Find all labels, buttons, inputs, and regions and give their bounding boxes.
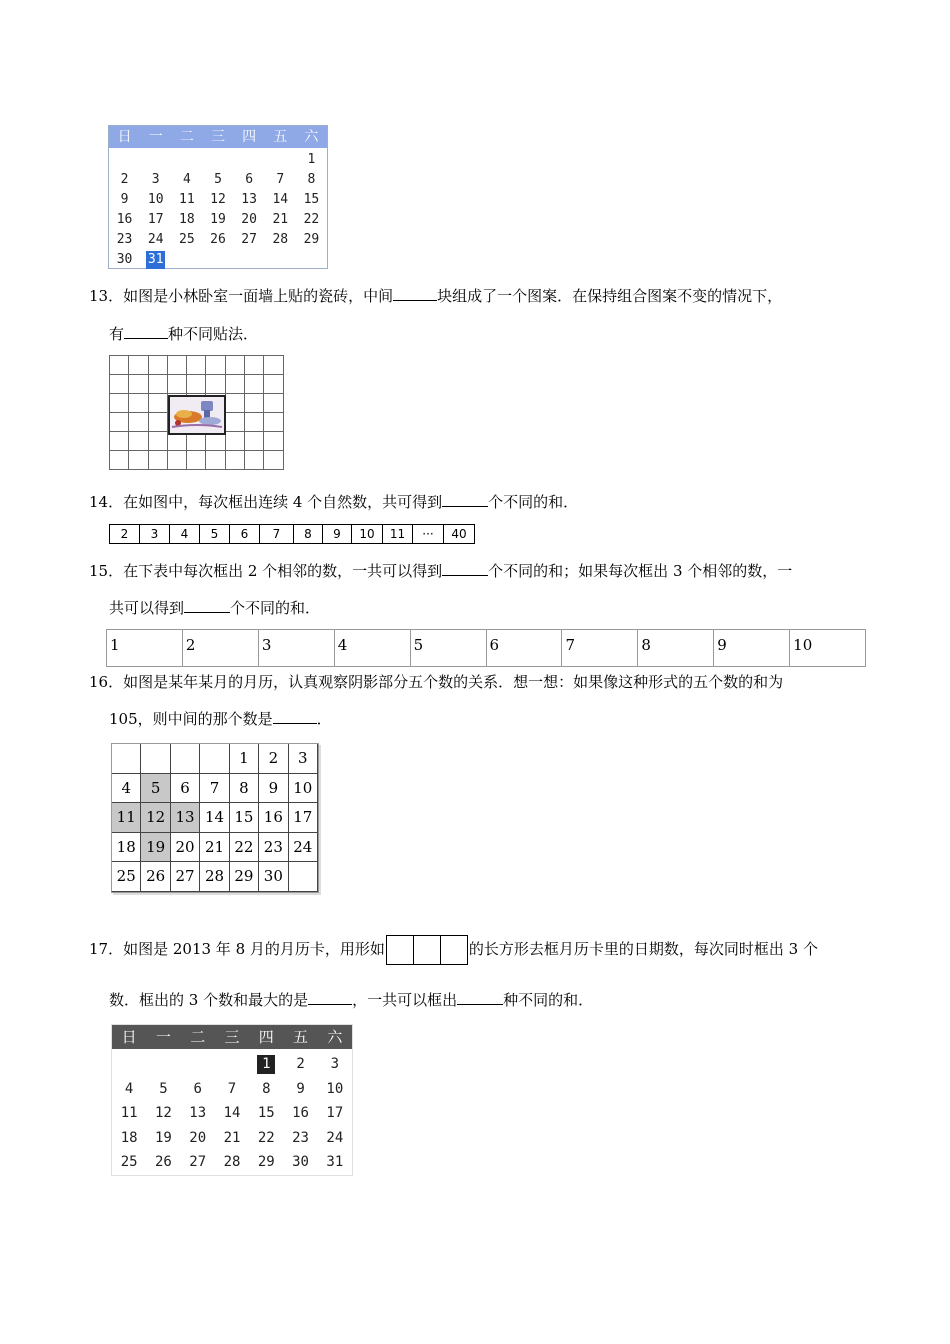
- q16-text-b: 105，则中间的那个数是: [109, 710, 273, 728]
- date-cell: 21: [200, 833, 229, 863]
- date-cell: 20: [241, 212, 257, 227]
- tile-cell: [225, 375, 244, 394]
- date-cell: 30: [116, 252, 133, 267]
- strip-cell: 5: [200, 525, 230, 543]
- date-cell: 28: [200, 862, 229, 892]
- date-cell: 2: [296, 1056, 305, 1072]
- date-cell: [265, 150, 296, 170]
- q15-text-b: 个不同的和；如果每次框出 3 个相邻的数，一: [488, 562, 793, 580]
- tile-cell: [129, 432, 148, 451]
- date-cell: 22: [303, 212, 320, 227]
- table-cell: 3: [259, 630, 335, 666]
- strip-cell: 6: [230, 525, 260, 543]
- date-cell: [200, 744, 229, 774]
- date-cell: [234, 150, 265, 170]
- shaded-date-cell: 13: [171, 803, 200, 833]
- date-cell: 17: [147, 212, 164, 227]
- date-cell: 15: [257, 1105, 275, 1121]
- date-cell: 7: [200, 774, 229, 804]
- calendar-weekday-header: [109, 126, 327, 148]
- date-cell: 15: [230, 803, 259, 833]
- table-cell: 9: [714, 630, 790, 666]
- answer-blank[interactable]: [124, 324, 168, 339]
- tile-cell: [225, 432, 244, 451]
- question-17-line-2: [109, 990, 593, 1010]
- tile-cell: [187, 451, 206, 470]
- tile-cell: [225, 451, 244, 470]
- date-cell: 8: [307, 172, 316, 187]
- selected-date-cell: 1: [257, 1055, 275, 1074]
- number-table: [106, 629, 866, 667]
- tile-cell: [148, 451, 167, 470]
- calendar-date-grid: [109, 150, 327, 270]
- q15-text-c: 共可以得到: [109, 599, 185, 617]
- answer-blank[interactable]: [442, 492, 488, 507]
- date-cell: 4: [182, 172, 191, 187]
- question-13-line-1: [89, 286, 782, 306]
- date-cell: 30: [259, 862, 288, 892]
- date-cell: 18: [112, 833, 141, 863]
- answer-blank[interactable]: [273, 709, 317, 724]
- date-cell: 25: [120, 1154, 138, 1170]
- date-cell: 8: [230, 774, 259, 804]
- strip-cell: 40: [451, 527, 467, 541]
- q13-text-b: 块组成了一个图案．在保持组合图案不变的情况下，: [437, 287, 783, 305]
- calendar-date-grid: [112, 1052, 352, 1175]
- strip-cell: 7: [260, 525, 294, 543]
- date-cell: 19: [154, 1129, 172, 1146]
- tile-cell: [264, 394, 283, 413]
- date-cell: 17: [326, 1105, 344, 1121]
- weekday-label: 二: [179, 129, 194, 145]
- date-cell: 12: [210, 192, 226, 207]
- date-cell: 26: [154, 1154, 172, 1170]
- tile-pattern-image: [168, 395, 226, 435]
- strip-cell: 10: [352, 525, 383, 543]
- weekday-label: 五: [273, 129, 288, 145]
- date-cell: 25: [179, 232, 195, 247]
- date-cell: [289, 862, 318, 892]
- date-cell: 28: [223, 1154, 241, 1170]
- date-cell: 18: [179, 212, 195, 227]
- q17-text-d: ，一共可以框出: [352, 991, 458, 1009]
- tile-cell: [129, 394, 148, 413]
- date-cell: [141, 744, 170, 774]
- date-cell: 28: [272, 232, 289, 247]
- tile-cell: [110, 394, 129, 413]
- question-16-line-2: [109, 709, 332, 729]
- weekday-label: 一: [148, 129, 163, 145]
- date-cell: 16: [259, 803, 288, 833]
- tile-cell: [187, 375, 206, 394]
- date-cell: [112, 1052, 146, 1077]
- q13-text-a: 13．如图是小林卧室一面墙上贴的瓷砖，中间: [89, 287, 394, 305]
- date-cell: 9: [296, 1080, 305, 1097]
- tile-cell: [206, 375, 225, 394]
- tile-cell: [110, 451, 129, 470]
- date-cell: 27: [241, 232, 257, 247]
- date-cell: [171, 150, 202, 170]
- date-cell: [202, 150, 233, 170]
- date-cell: 9: [259, 774, 288, 804]
- tile-cell: [167, 356, 186, 375]
- date-cell: 27: [171, 862, 200, 892]
- date-cell: 1: [307, 152, 316, 167]
- strip-cell: 2: [110, 525, 140, 543]
- date-cell: 4: [124, 1080, 134, 1097]
- date-cell: 1: [230, 744, 259, 774]
- date-cell: 6: [193, 1080, 202, 1097]
- tile-cell: [245, 394, 264, 413]
- table-cell: 5: [411, 630, 487, 666]
- date-cell: [112, 744, 141, 774]
- date-cell: 29: [303, 232, 320, 247]
- tile-row: [110, 451, 284, 470]
- answer-blank[interactable]: [308, 990, 352, 1005]
- date-cell: [171, 744, 200, 774]
- weekday-label: 六: [327, 1028, 343, 1046]
- number-strip: [109, 524, 475, 544]
- tile-cell: [110, 432, 129, 451]
- date-cell: 10: [289, 774, 318, 804]
- tile-row: [110, 356, 284, 375]
- tile-cell: [148, 375, 167, 394]
- calendar-figure-16: [111, 743, 319, 893]
- answer-blank[interactable]: [442, 561, 488, 576]
- table-cell: 10: [793, 636, 813, 654]
- date-cell: 3: [289, 744, 318, 774]
- date-cell: 13: [241, 192, 257, 207]
- calendar-figure-1: [108, 125, 328, 269]
- calendar-date-grid: [112, 744, 318, 892]
- date-cell: 13: [189, 1105, 207, 1121]
- shaded-date-cell: 5: [141, 774, 170, 804]
- calendar-figure-17: [111, 1024, 353, 1176]
- tile-row: [110, 375, 284, 394]
- tile-cell: [264, 432, 283, 451]
- tile-cell: [167, 451, 186, 470]
- tile-cell: [110, 375, 129, 394]
- date-cell: 23: [292, 1129, 309, 1146]
- tile-cell: [206, 451, 225, 470]
- weekday-label: 日: [121, 1028, 137, 1046]
- date-cell: 29: [257, 1154, 275, 1170]
- weekday-label: 四: [242, 129, 257, 145]
- weekday-label: 日: [117, 129, 132, 145]
- date-cell: 26: [210, 232, 226, 247]
- tile-cell: [245, 356, 264, 375]
- date-cell: 24: [289, 833, 318, 863]
- selected-date-cell: 31: [147, 252, 164, 267]
- date-cell: 20: [189, 1129, 207, 1146]
- tile-cell: [110, 413, 129, 432]
- tile-cell: [245, 451, 264, 470]
- q17-text-a: 17．如图是 2013 年 8 月的月历卡，用形如: [89, 940, 385, 958]
- tile-cell: [264, 451, 283, 470]
- strip-cell: 11: [383, 525, 413, 543]
- date-cell: 12: [154, 1105, 172, 1121]
- date-cell: 21: [223, 1129, 241, 1146]
- date-cell: 4: [112, 774, 141, 804]
- q15-text-d: 个不同的和．: [230, 599, 321, 617]
- date-cell: 20: [171, 833, 200, 863]
- date-cell: 5: [214, 172, 222, 187]
- tile-cell: [206, 356, 225, 375]
- tile-cell: [225, 356, 244, 375]
- date-cell: 6: [245, 172, 254, 187]
- weekday-label: 一: [155, 1028, 171, 1046]
- date-cell: 24: [326, 1129, 344, 1146]
- date-cell: [140, 150, 171, 170]
- answer-blank[interactable]: [184, 598, 230, 613]
- tile-cell: [129, 375, 148, 394]
- weekday-label: 三: [210, 129, 225, 145]
- date-cell: 11: [120, 1105, 138, 1121]
- three-cell-frame-figure: [386, 935, 468, 965]
- tile-cell: [264, 356, 283, 375]
- tile-cell: [264, 375, 283, 394]
- table-cell: 6: [487, 630, 563, 666]
- date-cell: 2: [259, 744, 288, 774]
- date-cell: 3: [151, 172, 160, 187]
- weekday-label: 三: [224, 1028, 240, 1046]
- tile-cell: [187, 356, 206, 375]
- q16-text-a: 16．如图是某年某月的月历，认真观察阴影部分五个数的关系．想一想：如果像这种形式的五个数的和为: [89, 673, 784, 691]
- q13-text-c: 有: [109, 325, 125, 343]
- date-cell: 21: [272, 212, 289, 227]
- date-cell: 8: [262, 1080, 271, 1097]
- answer-blank[interactable]: [457, 990, 503, 1005]
- tile-cell: [110, 356, 129, 375]
- strip-cell: 8: [294, 525, 323, 543]
- calendar-weekday-header: [112, 1025, 352, 1049]
- table-cell: 4: [335, 630, 411, 666]
- question-14: [89, 492, 578, 512]
- date-cell: 3: [330, 1056, 340, 1072]
- tile-cell: [148, 394, 167, 413]
- tile-cell: [148, 432, 167, 451]
- table-cell: 1: [107, 630, 183, 666]
- q17-text-e: 种不同的和．: [503, 991, 594, 1009]
- tile-cell: [245, 413, 264, 432]
- table-cell: 2: [183, 630, 259, 666]
- date-cell: 25: [112, 862, 141, 892]
- tile-cell: [148, 356, 167, 375]
- shaded-date-cell: 19: [141, 833, 170, 863]
- date-cell: 7: [227, 1080, 237, 1097]
- date-cell: 23: [116, 232, 133, 247]
- date-cell: 15: [303, 192, 320, 207]
- table-cell: 8: [638, 630, 714, 666]
- q17-text-b: 的长方形去框月历卡里的日期数，每次同时框出 3 个: [468, 940, 818, 958]
- date-cell: 31: [326, 1154, 344, 1170]
- shaded-date-cell: 11: [112, 803, 141, 833]
- question-17-line-1: [89, 934, 818, 965]
- date-cell: 17: [289, 803, 318, 833]
- q17-text-c: 数．框出的 3 个数和最大的是: [109, 991, 309, 1009]
- date-cell: 6: [171, 774, 200, 804]
- question-15-line-1: [89, 561, 792, 581]
- date-cell: 14: [200, 803, 229, 833]
- date-cell: 22: [230, 833, 259, 863]
- date-cell: 23: [259, 833, 288, 863]
- tile-cell: [245, 375, 264, 394]
- date-cell: 22: [257, 1129, 275, 1146]
- tile-cell: [264, 413, 283, 432]
- date-cell: [215, 1052, 249, 1077]
- shaded-date-cell: 12: [141, 803, 170, 833]
- q14-text-a: 14．在如图中，每次框出连续 4 个自然数，共可得到: [89, 493, 443, 511]
- strip-cell: 3: [140, 525, 170, 543]
- answer-blank[interactable]: [393, 286, 437, 301]
- date-cell: 26: [141, 862, 170, 892]
- date-cell: 2: [120, 172, 129, 187]
- date-cell: 16: [116, 212, 133, 227]
- tile-cell: [225, 394, 244, 413]
- weekday-label: 五: [293, 1028, 309, 1046]
- date-cell: [146, 1052, 180, 1077]
- date-cell: 14: [223, 1105, 241, 1121]
- q13-text-d: 种不同贴法．: [168, 325, 259, 343]
- q14-text-b: 个不同的和．: [488, 493, 579, 511]
- date-cell: 14: [272, 192, 289, 207]
- tile-cell: [225, 413, 244, 432]
- date-cell: 9: [120, 192, 129, 207]
- date-cell: 27: [189, 1154, 207, 1170]
- date-cell: 24: [147, 232, 164, 247]
- date-cell: 30: [292, 1154, 309, 1170]
- strip-cell: 9: [323, 525, 352, 543]
- question-13-line-2: [109, 324, 258, 344]
- tile-cell: [129, 451, 148, 470]
- weekday-label: 四: [258, 1028, 274, 1046]
- date-cell: 10: [326, 1080, 344, 1097]
- tile-cell: [129, 413, 148, 432]
- weekday-label: 六: [304, 129, 319, 145]
- table-cell: 7: [562, 630, 638, 666]
- date-cell: [109, 150, 140, 170]
- date-cell: 7: [276, 172, 285, 187]
- weekday-label: 二: [190, 1028, 206, 1046]
- tile-wall-figure: [109, 355, 286, 475]
- date-cell: 10: [147, 192, 164, 207]
- question-16-line-1: [89, 672, 783, 692]
- date-cell: 5: [159, 1080, 168, 1097]
- strip-cell: 4: [170, 525, 200, 543]
- date-cell: 19: [210, 212, 226, 227]
- q15-text-a: 15．在下表中每次框出 2 个相邻的数，一共可以得到: [89, 562, 443, 580]
- tile-cell: [245, 432, 264, 451]
- date-cell: 16: [292, 1105, 309, 1121]
- date-cell: 29: [230, 862, 259, 892]
- tile-cell: [167, 375, 186, 394]
- question-15-line-2: [109, 598, 320, 618]
- tile-cell: [129, 356, 148, 375]
- date-cell: [181, 1052, 215, 1077]
- q16-text-c: ．: [316, 710, 332, 728]
- tile-cell: [148, 413, 167, 432]
- date-cell: 11: [179, 192, 195, 207]
- date-cell: 18: [120, 1129, 138, 1146]
- strip-cell: ···: [413, 525, 444, 543]
